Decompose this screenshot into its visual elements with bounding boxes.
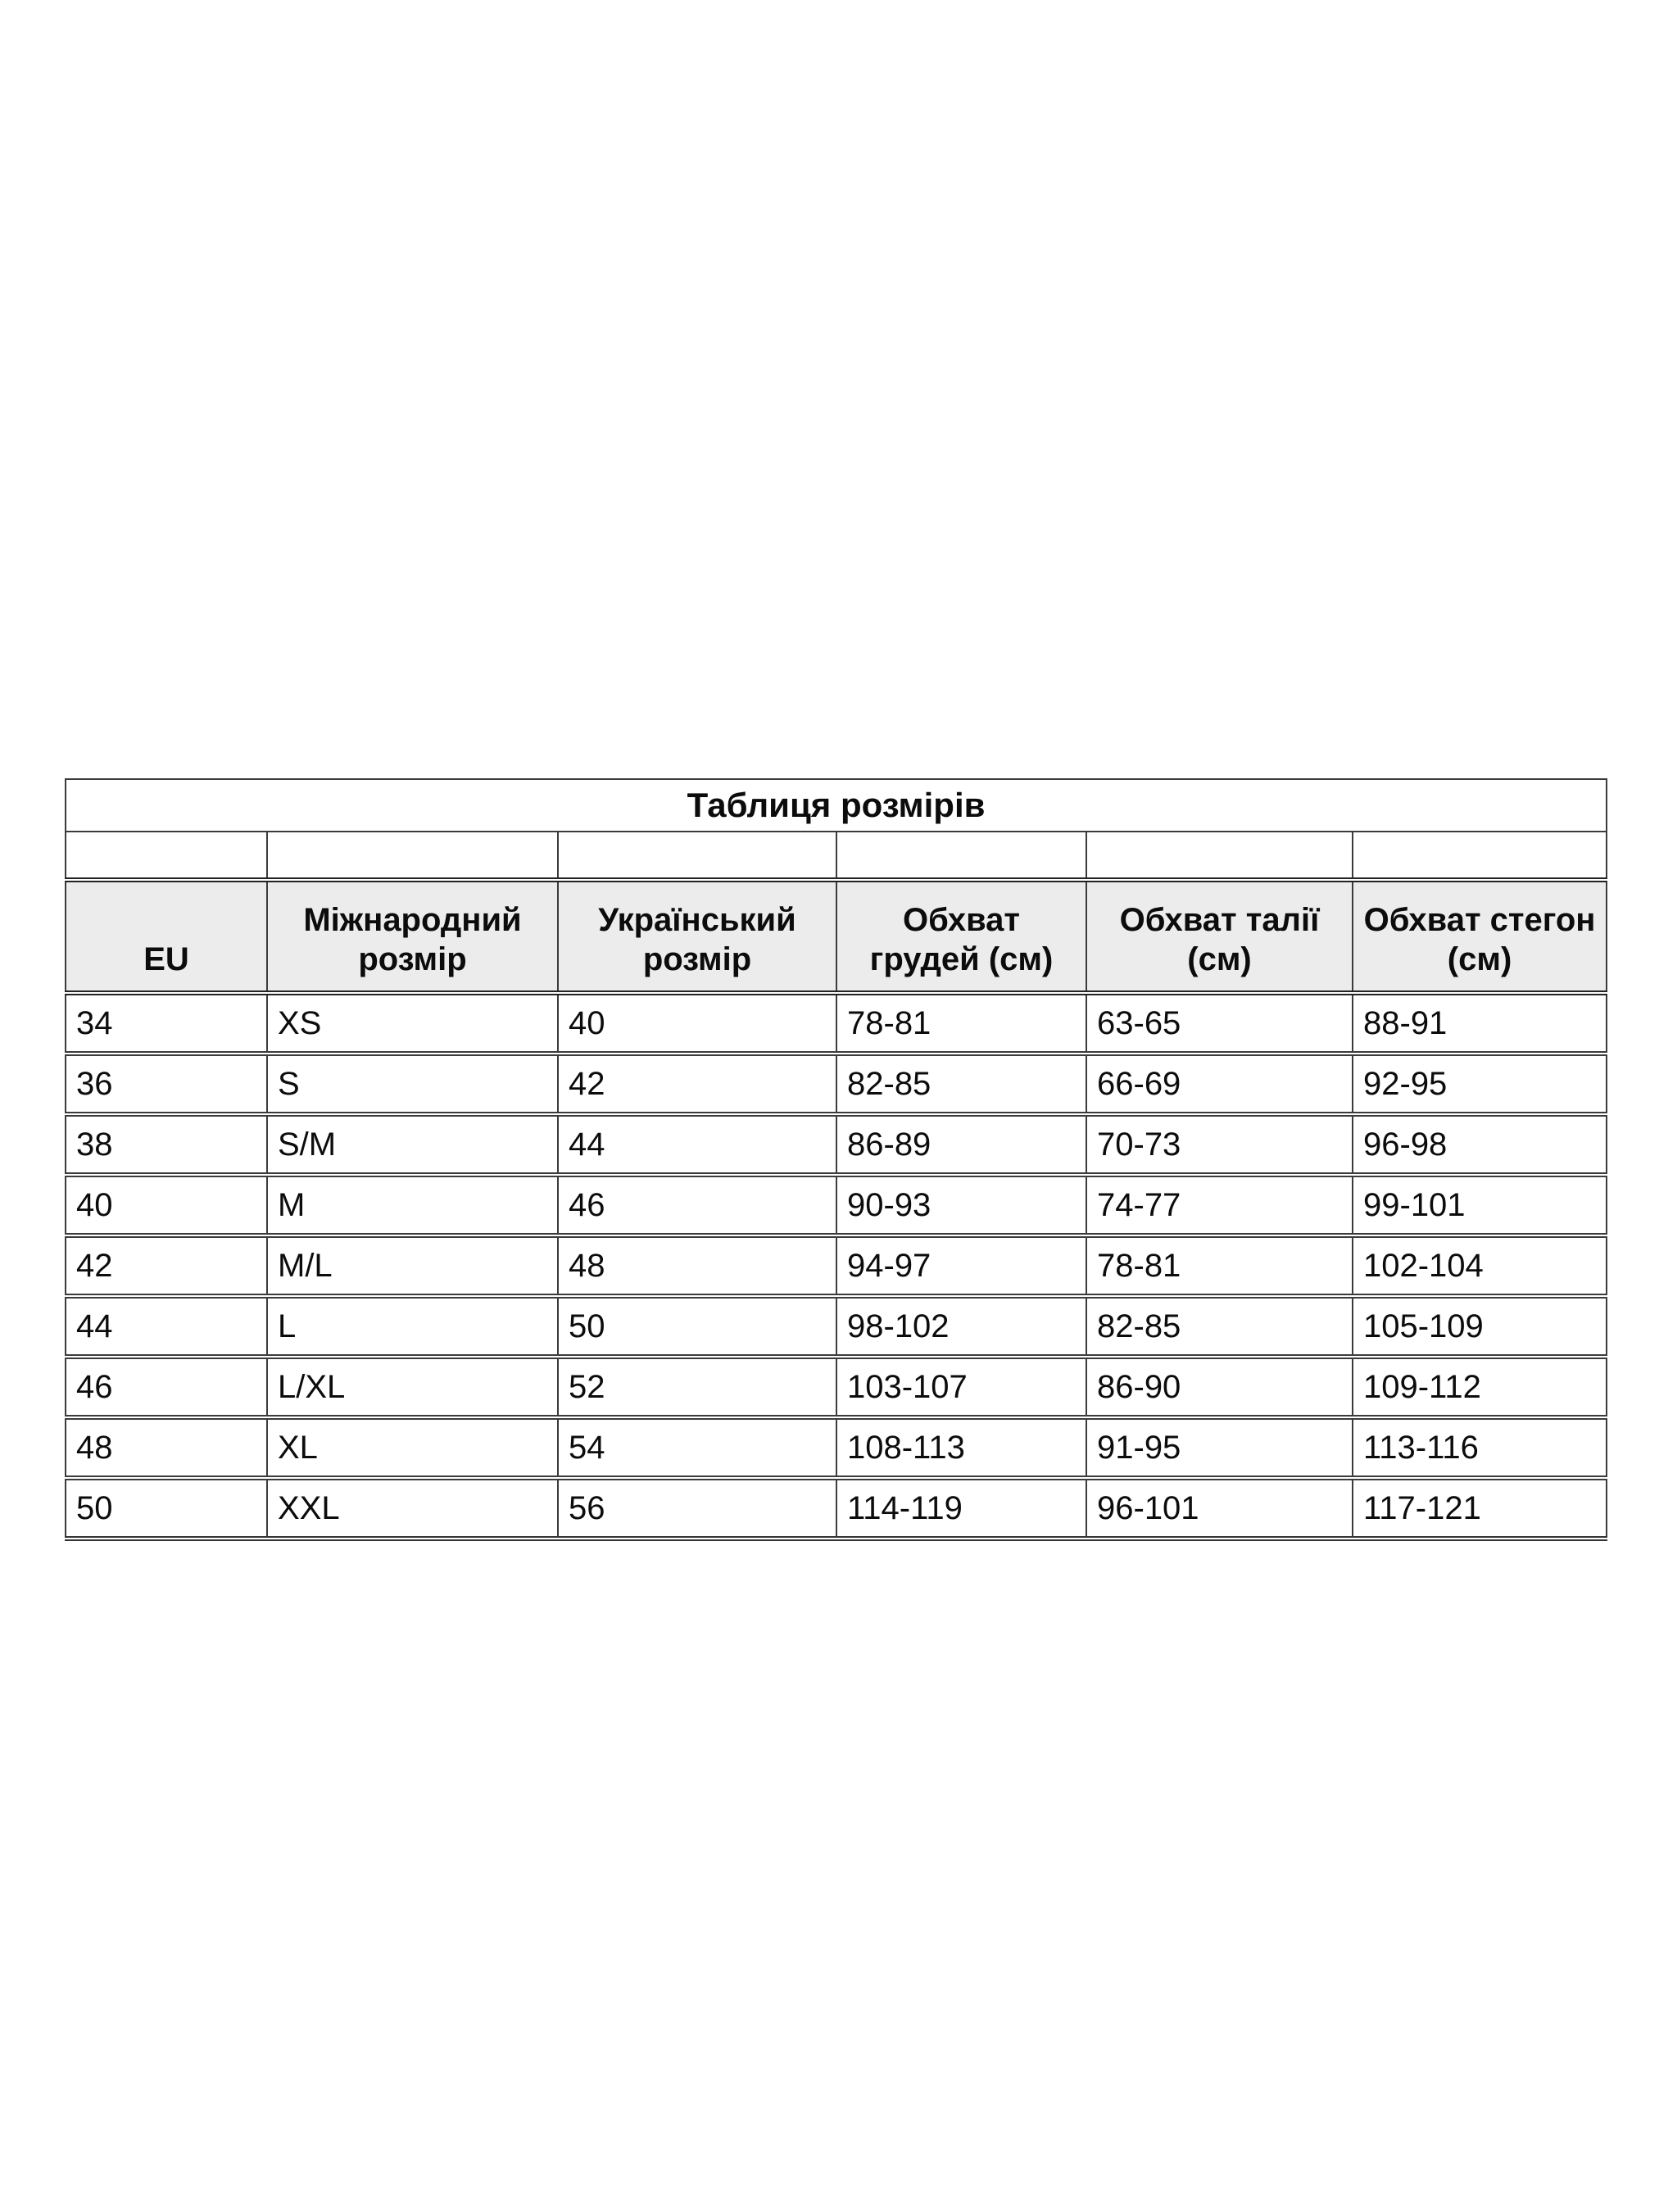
table-cell-eu: 38 (66, 1114, 267, 1175)
table-cell-ukrainian: 42 (558, 1054, 836, 1114)
table-cell-international: M/L (267, 1235, 558, 1296)
column-header-chest-girth: Обхват грудей (см) (836, 880, 1086, 993)
table-row (66, 1175, 1607, 1235)
size-table (65, 778, 1607, 1541)
table-cell-ukrainian: 56 (558, 1478, 836, 1539)
table-cell-waist: 70-73 (1086, 1114, 1353, 1175)
table-cell-eu: 34 (66, 993, 267, 1054)
table-cell-international: XS (267, 993, 558, 1054)
table-cell-hip: 92-95 (1353, 1054, 1607, 1114)
table-cell-international: S/M (267, 1114, 558, 1175)
table-cell-ukrainian: 46 (558, 1175, 836, 1235)
table-cell-chest: 103-107 (836, 1357, 1086, 1417)
table-cell-international: XXL (267, 1478, 558, 1539)
table-cell-hip: 99-101 (1353, 1175, 1607, 1235)
table-cell-international: S (267, 1054, 558, 1114)
table-cell-waist: 78-81 (1086, 1235, 1353, 1296)
table-row (66, 1054, 1607, 1114)
table-cell-waist: 63-65 (1086, 993, 1353, 1054)
table-cell-chest: 114-119 (836, 1478, 1086, 1539)
table-cell-hip: 113-116 (1353, 1417, 1607, 1478)
table-cell-hip: 105-109 (1353, 1296, 1607, 1357)
table-cell-international: M (267, 1175, 558, 1235)
spacer-cell (558, 832, 836, 880)
column-header-international-size: Міжнародний розмір (267, 880, 558, 993)
table-cell-chest: 86-89 (836, 1114, 1086, 1175)
title-row (66, 779, 1607, 832)
table-cell-eu: 36 (66, 1054, 267, 1114)
table-cell-waist: 86-90 (1086, 1357, 1353, 1417)
table-cell-ukrainian: 44 (558, 1114, 836, 1175)
table-cell-eu: 42 (66, 1235, 267, 1296)
table-cell-international: XL (267, 1417, 558, 1478)
spacer-cell (836, 832, 1086, 880)
table-cell-ukrainian: 48 (558, 1235, 836, 1296)
table-cell-eu: 44 (66, 1296, 267, 1357)
table-cell-waist: 66-69 (1086, 1054, 1353, 1114)
table-cell-hip: 117-121 (1353, 1478, 1607, 1539)
table-cell-hip: 102-104 (1353, 1235, 1607, 1296)
table-cell-hip: 88-91 (1353, 993, 1607, 1054)
table-cell-chest: 94-97 (836, 1235, 1086, 1296)
table-row (66, 1417, 1607, 1478)
table-cell-chest: 108-113 (836, 1417, 1086, 1478)
table-row (66, 1235, 1607, 1296)
table-row (66, 1296, 1607, 1357)
table-cell-waist: 74-77 (1086, 1175, 1353, 1235)
table-cell-eu: 48 (66, 1417, 267, 1478)
column-header-eu: EU (66, 880, 267, 993)
column-header-hip-girth: Обхват стегон (см) (1353, 880, 1607, 993)
column-header-waist-girth: Обхват талії (см) (1086, 880, 1353, 993)
column-header-ukrainian-size: Український розмір (558, 880, 836, 993)
table-cell-chest: 82-85 (836, 1054, 1086, 1114)
table-row (66, 1478, 1607, 1539)
table-cell-ukrainian: 54 (558, 1417, 836, 1478)
spacer-row (66, 832, 1607, 880)
table-cell-ukrainian: 40 (558, 993, 836, 1054)
spacer-cell (66, 832, 267, 880)
table-cell-hip: 109-112 (1353, 1357, 1607, 1417)
spacer-cell (1353, 832, 1607, 880)
table-row (66, 1357, 1607, 1417)
table-cell-ukrainian: 52 (558, 1357, 836, 1417)
table-row (66, 993, 1607, 1054)
table-cell-waist: 82-85 (1086, 1296, 1353, 1357)
table-cell-eu: 50 (66, 1478, 267, 1539)
table-cell-eu: 40 (66, 1175, 267, 1235)
table-title: Таблиця розмірів (66, 779, 1607, 832)
table-cell-waist: 91-95 (1086, 1417, 1353, 1478)
table-cell-chest: 98-102 (836, 1296, 1086, 1357)
table-cell-chest: 90-93 (836, 1175, 1086, 1235)
table-cell-international: L/XL (267, 1357, 558, 1417)
table-cell-chest: 78-81 (836, 993, 1086, 1054)
header-row (66, 880, 1607, 993)
table-cell-eu: 46 (66, 1357, 267, 1417)
table-cell-ukrainian: 50 (558, 1296, 836, 1357)
table-cell-hip: 96-98 (1353, 1114, 1607, 1175)
table-cell-waist: 96-101 (1086, 1478, 1353, 1539)
table-row (66, 1114, 1607, 1175)
table-cell-international: L (267, 1296, 558, 1357)
spacer-cell (267, 832, 558, 880)
spacer-cell (1086, 832, 1353, 880)
